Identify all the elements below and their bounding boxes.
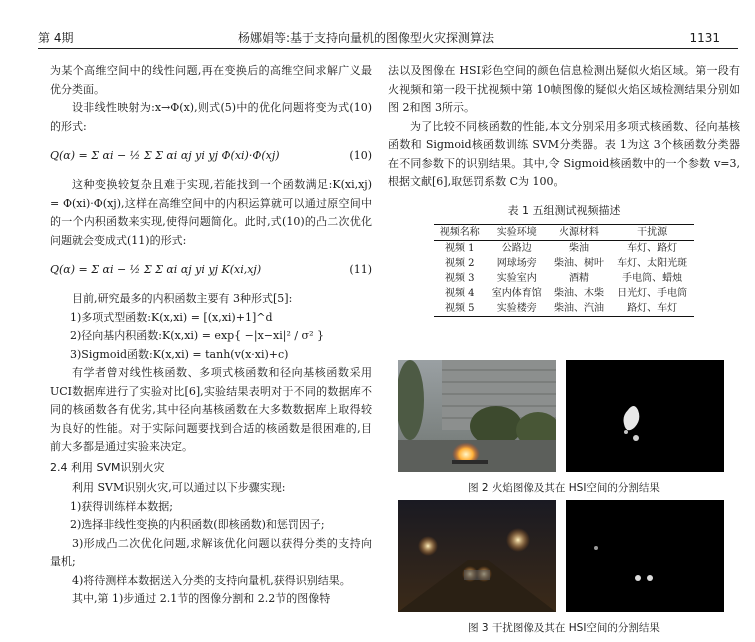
table-row [434,241,694,257]
table-cell: 视频 5 [445,303,475,314]
step-3: 3)形成凸二次优化问题,求解该优化问题以获得分类的支持向量机; [50,536,372,568]
table-header-cell: 视频名称 [439,227,480,238]
equation-body: Q(α) = Σ αi − ½ Σ Σ αi αj yi yj Φ(xi)·Φ(xj) [50,149,280,162]
equation-11 [50,253,372,287]
left-column [50,62,372,609]
table-cell: 公路边 [501,243,532,254]
table-row [434,301,694,317]
interference-segmentation [566,500,724,612]
kernel-sigmoid: 3)Sigmoid函数:K(x,xi) = tanh(v(x·xi)+c) [70,347,289,361]
paragraph: 设非线性映射为:x→Φ(x),则式(5)中的优化问题将变为式(10)的形式: [50,101,372,133]
paragraph: 其中,第 1)步通过 2.1节的图像分割和 2.2节的图像特 [72,592,331,605]
page-number: 1131 [689,31,720,45]
table-cell: 视频 3 [445,273,475,284]
table-header-cell: 实验环境 [496,227,537,238]
step-2: 2)选择非线性变换的内积函数(即核函数)和惩罚因子; [70,518,325,531]
table-cell: 实验楼旁 [496,303,537,314]
table-cell: 室内体育馆 [491,288,542,299]
table-cell: 车灯、路灯 [627,243,678,254]
equation-number: (10) [349,149,372,162]
table-cell: 视频 4 [445,288,475,299]
table-cell: 车灯、太阳光斑 [617,258,688,269]
paragraph: 法以及图像在 HSI彩色空间的颜色信息检测出疑似火焰区域。第一段有火视频和第一段干扰视频中第 10帧图像的疑似火焰区域检测结果分别如图 2和图 3所示。 [388,64,740,114]
table-cell: 视频 2 [445,258,475,269]
table-row [434,256,694,271]
step-1: 1)获得训练样本数据; [70,499,173,513]
table-header-cell: 干扰源 [637,227,668,238]
figure-2-caption: 图 2 火焰图像及其在 HSI空间的分割结果 [468,482,660,494]
interference-photo [398,500,556,612]
table-cell: 酒精 [569,273,590,284]
table-header-cell: 火源材料 [559,227,600,238]
table-row [434,286,694,301]
table-cell: 实验室内 [496,273,537,284]
figure-3 [398,500,728,612]
running-title: 杨娜娟等:基于支持向量机的图像型火灾探测算法 [238,31,495,45]
table-cell: 柴油、木柴 [554,288,605,299]
paragraph: 目前,研究最多的内积函数主要有 3种形式[5]: [72,292,293,305]
table-title: 表 1 五组测试视频描述 [507,203,621,217]
step-4: 4)将待测样本数据送入分类的支持向量机,获得识别结果。 [72,573,351,587]
video-table [434,224,694,317]
table-cell: 网球场旁 [496,258,537,269]
table-cell: 手电筒、蜡烛 [622,273,683,284]
right-column [388,62,740,317]
table-cell: 柴油、汽油 [554,303,605,314]
equation-10 [50,139,372,173]
paragraph: 这种变换较复杂且难于实现,若能找到一个函数满足:K(xi,xj) = Φ(xi)·Φ(xj),这样在高维空间中的内积运算就可以通过原空间中的一个内积函数来实现,使得问题简化。此时,式(10)的凸二次优化问题就会变成式(11)的形式: [50,178,372,247]
running-header [38,30,738,46]
paragraph: 为了比较不同核函数的性能,本文分别采用多项式核函数、径向基核函数和 Sigmoid核函数训练 SVM分类器。表 1为这 3个核函数分类器在不同参数下的识别结果。其中,令 Sigmoid核函数中的一个参数 v=3,根据文献[6],取惩罚系数 C为 100。 [388,119,740,188]
fire-photo [398,360,556,472]
figure-3-caption: 图 3 干扰图像及其在 HSI空间的分割结果 [468,622,660,634]
issue-label: 第 4期 [38,31,74,45]
table-cell: 路灯、车灯 [627,303,678,314]
table-cell: 柴油 [569,243,590,254]
paragraph: 为某个高维空间中的线性问题,再在变换后的高维空间求解广义最优分类面。 [50,64,372,96]
table-row [434,271,694,286]
paragraph: 有学者曾对线性核函数、多项式核函数和径向基核函数采用 UCI数据库进行了实验对比[6],实验结果表明对于不同的数据库不同的核函数各有优劣,其中径向基核函数在大多数数据库上取得较为良好的性能。对于实际问题要找到合适的核函数是很困难的,目前大多都是通过实验来决定。 [50,366,372,453]
figure-2 [398,360,728,472]
table-cell: 视频 1 [445,243,475,254]
paragraph: 利用 SVM识别火灾,可以通过以下步骤实现: [72,481,286,494]
table-header-row [434,225,694,241]
table-cell: 日光灯、手电筒 [617,288,688,299]
section-heading: 2.4 利用 SVM识别火灾 [50,460,165,474]
kernel-rbf: 2)径向基内积函数:K(x,xi) = exp{ −|x−xi|² / σ² } [70,329,324,342]
kernel-polynomial: 1)多项式型函数:K(x,xi) = [(x,xi)+1]^d [70,310,273,324]
header-rule [38,48,738,49]
table-cell: 柴油、树叶 [554,258,605,269]
equation-number: (11) [349,263,372,276]
fire-segmentation [566,360,724,472]
equation-body: Q(α) = Σ αi − ½ Σ Σ αi αj yi yj K(xi,xj) [50,263,262,276]
